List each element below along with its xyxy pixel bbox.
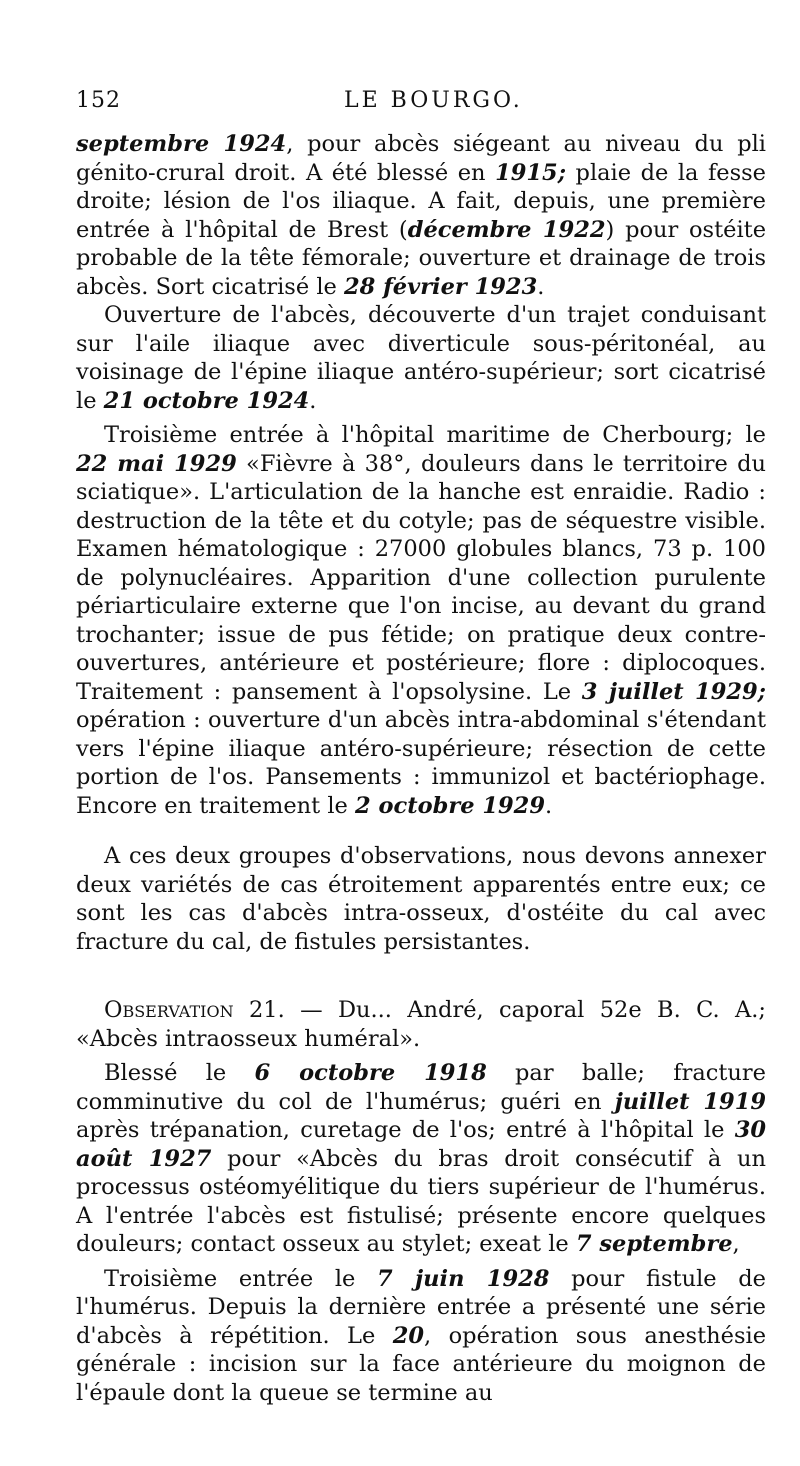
date: 28 février 1923 [343, 273, 538, 300]
text-run: , opération sous anesthésie générale : incision sur la face antérieure du moignon de l'épaule dont la queue se termine au [76, 1322, 767, 1406]
text-run: A ces deux groupes d'observations, nous devons annexer deux variétés de cas étroitement apparentés entre eux; ce sont les cas d'abcès intra-osseux, d'ostéite du cal avec fracture du cal, de fistules persistantes. [76, 843, 766, 955]
paragraph-operation [76, 301, 766, 415]
text-run: opération : ouverture d'un abcès intra-abdominal s'étendant vers l'épine iliaque antéro-supérieure; résection de cette portion de l'os. Pansements : immunizol et bactériophage. Encore en traitement le [76, 707, 766, 819]
paragraph-wound-history [76, 1059, 766, 1259]
date: septembre 1924 [76, 131, 287, 157]
observation-heading [76, 996, 766, 1053]
text-run: plaie de la fesse droite; lésion de l'os iliaque. A fait, depuis, une première entrée à l'hôpital de Brest ( [76, 159, 766, 243]
date: 21 octobre 1924 [103, 387, 310, 414]
paragraph-third-admission [76, 421, 766, 820]
date: 30 août 1927 [76, 1117, 766, 1172]
text-run: . [309, 387, 317, 414]
paragraph-case-continuation [76, 130, 766, 301]
date: 7 septembre [575, 1231, 733, 1257]
date: 1915; [495, 159, 567, 186]
page-header [76, 88, 752, 118]
running-title: LE BOURGO. [344, 88, 523, 113]
text-run: , [732, 1231, 740, 1257]
date: juillet 1919 [614, 1088, 766, 1115]
text-run: «Fièvre à 38°, douleurs dans le territoire du sciatique». L'articulation de la hanche est enraidie. Radio : destruction de la tête et du cotyle; pas de séquestre visible. Examen hématologique : 27000 globules blancs, 73 p. 100 de polynucléaires. Apparition d'une collection purulente périarticulaire externe que l'on incise, au devant du grand trochanter; issue de pus fétide; on pratique deux contre-ouvertures, antérieure et postérieure; flore : diplocoques. Traitement : pansement à l'opsolysine. Le [76, 450, 766, 705]
text-run: — Du... André, caporal 52e B. C. A.; «Abcès intraosseux huméral». [76, 997, 766, 1052]
text-run: par balle; fracture comminutive du col de l'humérus; guéri en [76, 1060, 766, 1115]
text-run: Ouverture de l'abcès, découverte d'un trajet conduisant sur l'aile iliaque avec diverticule sous-péritonéal, au voisinage de l'épine iliaque antéro-supérieur; sort cicatrisé le [76, 302, 766, 414]
date: 20 [392, 1322, 425, 1349]
page-number: 152 [76, 88, 121, 113]
text-run: . [537, 273, 545, 300]
paragraph-annex [76, 842, 766, 956]
text-run: Troisième entrée le [104, 1265, 378, 1292]
date: 7 juin 1928 [377, 1265, 550, 1292]
date: 3 juillet 1929; [581, 678, 766, 705]
date: 6 octobre 1918 [254, 1060, 487, 1086]
date: décembre 1922 [407, 216, 606, 243]
page-body [76, 130, 766, 1407]
date: 22 mai 1929 [76, 450, 237, 477]
text-run: ) pour ostéite probable de la tête fémorale; ouverture et drainage de trois abcès. Sort cicatrisé le [76, 216, 767, 300]
text-run: Blessé le [104, 1060, 255, 1086]
text-run: . [544, 792, 553, 819]
text-run: , pour abcès siégeant au niveau du pli génito-crural droit. A été blessé en [76, 131, 766, 186]
text-run: pour «Abcès du bras droit consécutif à un processus ostéomyélitique du tiers supérieur de l'humérus. A l'entrée l'abcès est fistulisé; présente encore quelques douleurs; contact osseux au stylet; exeat le [76, 1145, 767, 1257]
observation-label: Observation 21. [104, 997, 285, 1023]
text-run: après trépanation, curetage de l'os; entré à l'hôpital le [76, 1117, 735, 1143]
date: 2 octobre 1929 [355, 792, 545, 819]
paragraph-third-entry [76, 1265, 766, 1408]
text-run: Troisième entrée à l'hôpital maritime de Cherbourg; le [104, 422, 766, 448]
text-run: pour fistule de l'humérus. Depuis la dernière entrée a présenté une série d'abcès à répétition. Le [76, 1265, 766, 1349]
